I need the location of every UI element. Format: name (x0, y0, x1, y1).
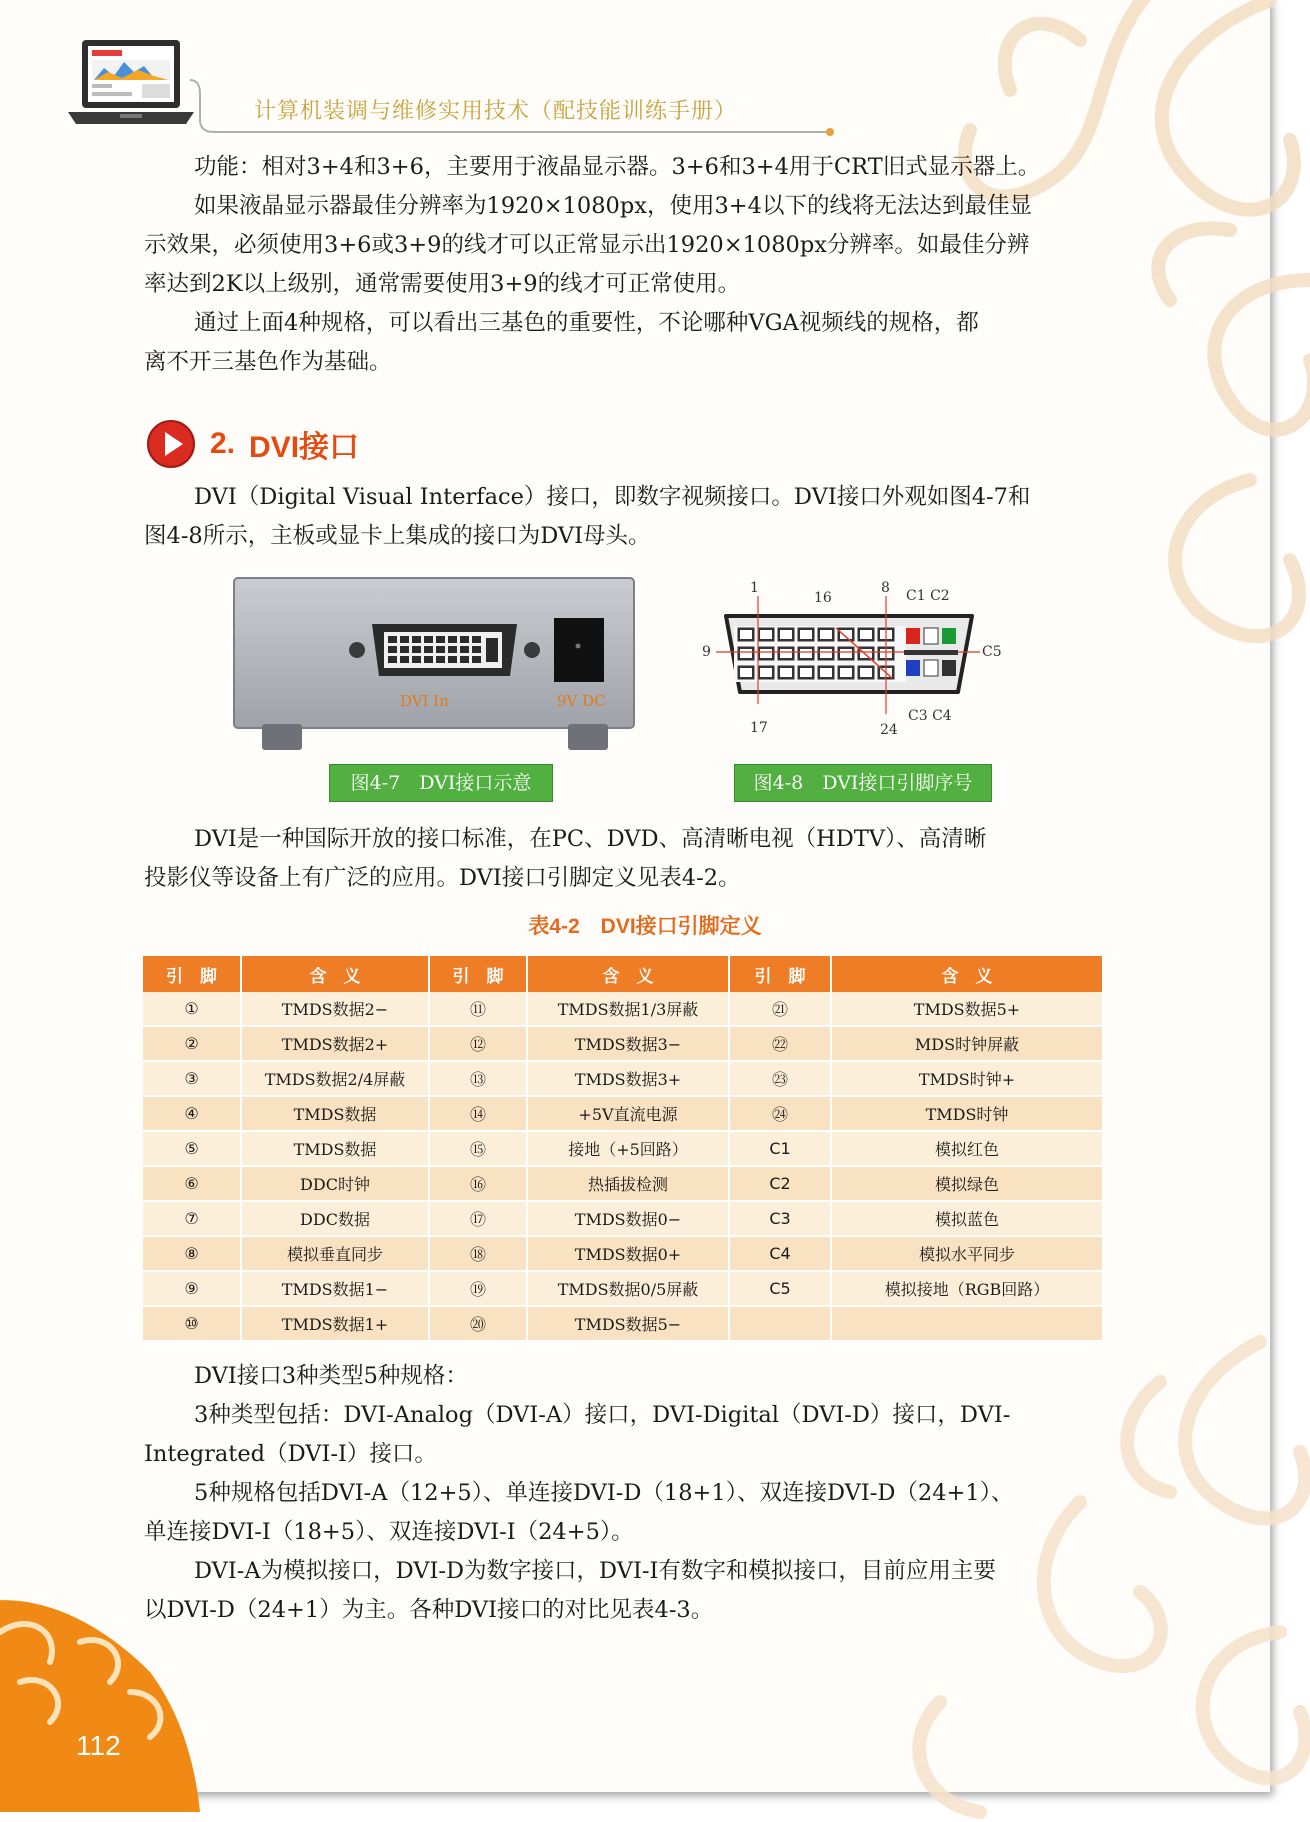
text-line: 通过上面4种规格，可以看出三基色的重要性，不论哪种VGA视频线的规格，都 (194, 310, 979, 336)
table-cell: ③ (143, 1061, 241, 1096)
table-cell: TMDS数据2+ (241, 1026, 429, 1061)
table-cell: 模拟红色 (831, 1131, 1103, 1166)
table-cell: ㉓ (729, 1061, 831, 1096)
laptop-icon (68, 38, 194, 134)
table-cell: ⑯ (429, 1166, 527, 1201)
table-cell: ㉒ (729, 1026, 831, 1061)
table-cell: ⑭ (429, 1096, 527, 1131)
table-cell: ⑦ (143, 1201, 241, 1236)
table-cell: ④ (143, 1096, 241, 1131)
dvi-in-label: DVI In (400, 692, 449, 710)
table-cell: ㉑ (729, 992, 831, 1026)
text-line: 率达到2K以上级别，通常需要使用3+9的线才可正常使用。 (144, 271, 741, 297)
text-line: 示效果，必须使用3+6或3+9的线才可以正常显示出1920×1080px分辨率。如最佳分辨 (144, 232, 1030, 258)
table-cell: C5 (729, 1271, 831, 1306)
table-cell: TMDS数据1− (241, 1271, 429, 1306)
c5-label: C5 (982, 644, 1002, 660)
dvi-pinout-diagram (696, 574, 1002, 746)
c3-c4-label: C3 C4 (908, 708, 952, 724)
table-row (143, 1026, 1103, 1061)
section-heading (146, 418, 359, 470)
pin-24-label: 24 (880, 722, 898, 738)
table-row (143, 1306, 1103, 1341)
text-line: 图4-8所示，主板或显卡上集成的接口为DVI母头。 (144, 523, 651, 549)
paragraph-dvi-types (144, 1357, 1104, 1630)
table-cell: ⑤ (143, 1131, 241, 1166)
text-line: DVI-A为模拟接口，DVI-D为数字接口，DVI-I有数字和模拟接口，目前应用主要 (194, 1558, 996, 1584)
section-title: DVI接口 (249, 431, 360, 464)
table-row (143, 992, 1103, 1026)
paragraph-rgb (144, 304, 1104, 382)
table-cell: C1 (729, 1131, 831, 1166)
table-cell: ⑰ (429, 1201, 527, 1236)
text-line: 以DVI-D（24+1）为主。各种DVI接口的对比见表4-3。 (144, 1597, 714, 1623)
table-cell: C3 (729, 1201, 831, 1236)
table-cell: ⑧ (143, 1236, 241, 1271)
table-cell: 模拟垂直同步 (241, 1236, 429, 1271)
table-header-pin: 引 脚 (143, 956, 241, 992)
table-cell: 模拟接地（RGB回路） (831, 1271, 1103, 1306)
table-row (143, 1201, 1103, 1236)
table-cell: TMDS数据3− (527, 1026, 729, 1061)
table-cell: DDC数据 (241, 1201, 429, 1236)
table-cell: TMDS数据5− (527, 1306, 729, 1341)
table-cell: ㉔ (729, 1096, 831, 1131)
page-number: 112 (76, 1730, 121, 1761)
table-cell (729, 1306, 831, 1341)
table-row (143, 1131, 1103, 1166)
table-cell: ② (143, 1026, 241, 1061)
table-title: 表4-2 DVI接口引脚定义 (528, 915, 762, 938)
table-cell: 接地（+5回路） (527, 1131, 729, 1166)
table-cell: TMDS数据 (241, 1131, 429, 1166)
table-cell: 模拟蓝色 (831, 1201, 1103, 1236)
table-cell: TMDS数据5+ (831, 992, 1103, 1026)
table-header-pin: 引 脚 (729, 956, 831, 992)
table-cell: MDS时钟屏蔽 (831, 1026, 1103, 1061)
table-cell: TMDS数据0/5屏蔽 (527, 1271, 729, 1306)
table-cell: TMDS时钟 (831, 1096, 1103, 1131)
table-cell: TMDS数据2/4屏蔽 (241, 1061, 429, 1096)
text-line: Integrated（DVI-I）接口。 (144, 1441, 437, 1467)
table-cell: ⑱ (429, 1236, 527, 1271)
table-cell: ⑥ (143, 1166, 241, 1201)
paragraph-dvi-standard (144, 820, 1104, 898)
text-line: 功能：相对3+4和3+6，主要用于液晶显示器。3+6和3+4用于CRT旧式显示器上。 (194, 154, 1041, 180)
table-cell: ⑮ (429, 1131, 527, 1166)
text-line: DVI接口3种类型5种规格： (194, 1363, 468, 1389)
section-number: 2. (210, 427, 236, 460)
pin-8-label: 8 (881, 580, 890, 596)
table-row (143, 1096, 1103, 1131)
table-cell: TMDS数据2− (241, 992, 429, 1026)
table-cell: C4 (729, 1236, 831, 1271)
table-cell: TMDS数据1+ (241, 1306, 429, 1341)
paragraph-dvi-intro (144, 478, 1104, 556)
table-cell: ⑨ (143, 1271, 241, 1306)
table-header-meaning: 含 义 (241, 956, 429, 992)
table-cell: ① (143, 992, 241, 1026)
table-row (143, 1166, 1103, 1201)
table-cell: TMDS时钟+ (831, 1061, 1103, 1096)
table-cell: TMDS数据0+ (527, 1236, 729, 1271)
text-line: 如果液晶显示器最佳分辨率为1920×1080px，使用3+4以下的线将无法达到最佳显 (194, 193, 1032, 219)
dc-in-label: 9V DC (557, 692, 606, 710)
table-cell: 模拟水平同步 (831, 1236, 1103, 1271)
running-header-title: 计算机装调与维修实用技术（配技能训练手册） (254, 99, 738, 124)
table-cell: TMDS数据1/3屏蔽 (527, 992, 729, 1026)
text-line: 5种规格包括DVI-A（12+5）、单连接DVI-D（18+1）、双连接DVI-D（24+1）、 (194, 1480, 1014, 1506)
table-cell: +5V直流电源 (527, 1096, 729, 1131)
table-cell (831, 1306, 1103, 1341)
figure-4-7-caption: 图4-7 DVI接口示意 (329, 764, 553, 802)
paragraph-function (144, 148, 1104, 187)
table-cell: TMDS数据3+ (527, 1061, 729, 1096)
dvi-pin-table (143, 956, 1104, 1342)
table-cell: ⑲ (429, 1271, 527, 1306)
text-line: 投影仪等设备上有广泛的应用。DVI接口引脚定义见表4-2。 (144, 865, 741, 891)
table-row (143, 1236, 1103, 1271)
table-cell: ⑫ (429, 1026, 527, 1061)
paragraph-resolution (144, 187, 1104, 304)
table-row (143, 1271, 1103, 1306)
table-header-pin: 引 脚 (429, 956, 527, 992)
table-header-meaning: 含 义 (527, 956, 729, 992)
table-cell: ⑳ (429, 1306, 527, 1341)
text-line: 3种类型包括：DVI-Analog（DVI-A）接口，DVI-Digital（DVI-D）接口，DVI- (194, 1402, 1011, 1428)
pin-1-label: 1 (750, 580, 759, 596)
table-cell: 热插拔检测 (527, 1166, 729, 1201)
text-line: 离不开三基色作为基础。 (144, 349, 392, 375)
text-line: DVI（Digital Visual Interface）接口，即数字视频接口。DVI接口外观如图4-7和 (194, 484, 1031, 510)
table-cell: ⑩ (143, 1306, 241, 1341)
table-row (143, 1061, 1103, 1096)
c1-c2-label: C1 C2 (906, 588, 950, 604)
table-cell: TMDS数据 (241, 1096, 429, 1131)
table-cell: C2 (729, 1166, 831, 1201)
table-cell: ⑪ (429, 992, 527, 1026)
table-cell: 模拟绿色 (831, 1166, 1103, 1201)
dvi-device-photo (232, 574, 638, 752)
figure-4-8-caption: 图4-8 DVI接口引脚序号 (734, 764, 992, 802)
table-cell: DDC时钟 (241, 1166, 429, 1201)
text-line: DVI是一种国际开放的接口标准，在PC、DVD、高清晰电视（HDTV）、高清晰 (194, 826, 987, 852)
pin-9-label: 9 (702, 644, 711, 660)
pin-17-label: 17 (750, 720, 768, 736)
table-cell: TMDS数据0− (527, 1201, 729, 1236)
play-icon (146, 419, 196, 469)
table-header-meaning: 含 义 (831, 956, 1103, 992)
table-cell: ⑬ (429, 1061, 527, 1096)
text-line: 单连接DVI-I（18+5）、双连接DVI-I（24+5）。 (144, 1519, 634, 1545)
pin-16-label: 16 (814, 590, 832, 606)
